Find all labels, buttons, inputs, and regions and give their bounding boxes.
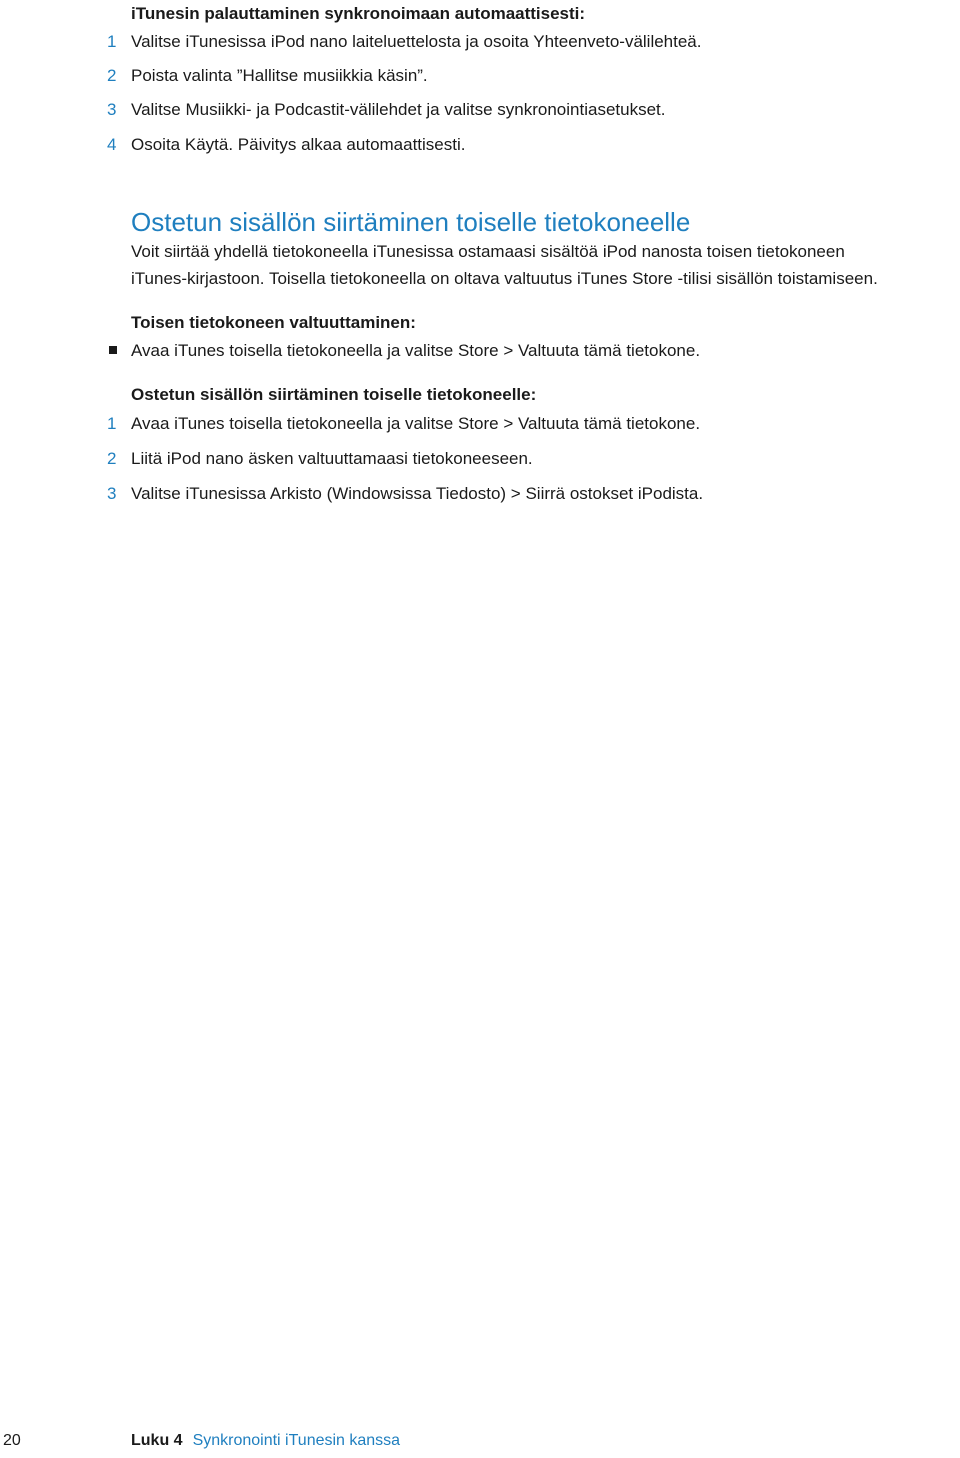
chapter-title: Synkronointi iTunesin kanssa bbox=[192, 1432, 401, 1449]
section-title: Ostetun sisällön siirtäminen toiselle tietokoneelle bbox=[131, 207, 691, 237]
step-number: 3 bbox=[107, 100, 117, 119]
authorize-item: Avaa iTunes toisella tietokoneella ja valitse Store > Valtuuta tämä tietokone. bbox=[131, 341, 701, 360]
step-number: 2 bbox=[107, 449, 117, 468]
step-number: 2 bbox=[107, 66, 117, 85]
step-number: 1 bbox=[107, 32, 117, 51]
transfer-step-text: Valitse iTunesissa Arkisto (Windowsissa Tiedosto) > Siirrä ostokset iPodista. bbox=[131, 484, 704, 503]
chapter-footer bbox=[131, 1431, 400, 1451]
step-number: 1 bbox=[107, 414, 117, 433]
chapter-label: Luku 4 bbox=[131, 1432, 183, 1449]
transfer-step-text: Avaa iTunes toisella tietokoneella ja valitse Store > Valtuuta tämä tietokone. bbox=[131, 414, 701, 433]
authorize-heading: Toisen tietokoneen valtuuttaminen: bbox=[131, 313, 416, 332]
step-number: 3 bbox=[107, 484, 117, 503]
step-number: 4 bbox=[107, 135, 117, 154]
restore-heading: iTunesin palauttaminen synkronoimaan automaattisesti: bbox=[131, 4, 586, 23]
transfer-steps-heading: Ostetun sisällön siirtäminen toiselle tietokoneelle: bbox=[131, 385, 537, 404]
restore-step-text: Poista valinta ”Hallitse musiikkia käsin”. bbox=[131, 66, 428, 85]
restore-step-text: Valitse iTunesissa iPod nano laiteluettelosta ja osoita Yhteenveto-välilehteä. bbox=[131, 32, 702, 51]
page-number: 20 bbox=[3, 1432, 21, 1449]
bullet-square-icon bbox=[109, 346, 117, 354]
restore-step-text: Valitse Musiikki- ja Podcastit-välilehdet ja valitse synkronointiasetukset. bbox=[131, 100, 666, 119]
intro-paragraph-line-1: Voit siirtää yhdellä tietokoneella iTunesissa ostamaasi sisältöä iPod nanosta toisen tietokoneen bbox=[131, 242, 845, 261]
intro-paragraph-line-2: iTunes-kirjastoon. Toisella tietokoneella on oltava valtuutus iTunes Store -tilisi sisällön toistamiseen. bbox=[131, 269, 878, 288]
transfer-step-text: Liitä iPod nano äsken valtuuttamaasi tietokoneeseen. bbox=[131, 449, 533, 468]
restore-step-text: Osoita Käytä. Päivitys alkaa automaattisesti. bbox=[131, 135, 466, 154]
